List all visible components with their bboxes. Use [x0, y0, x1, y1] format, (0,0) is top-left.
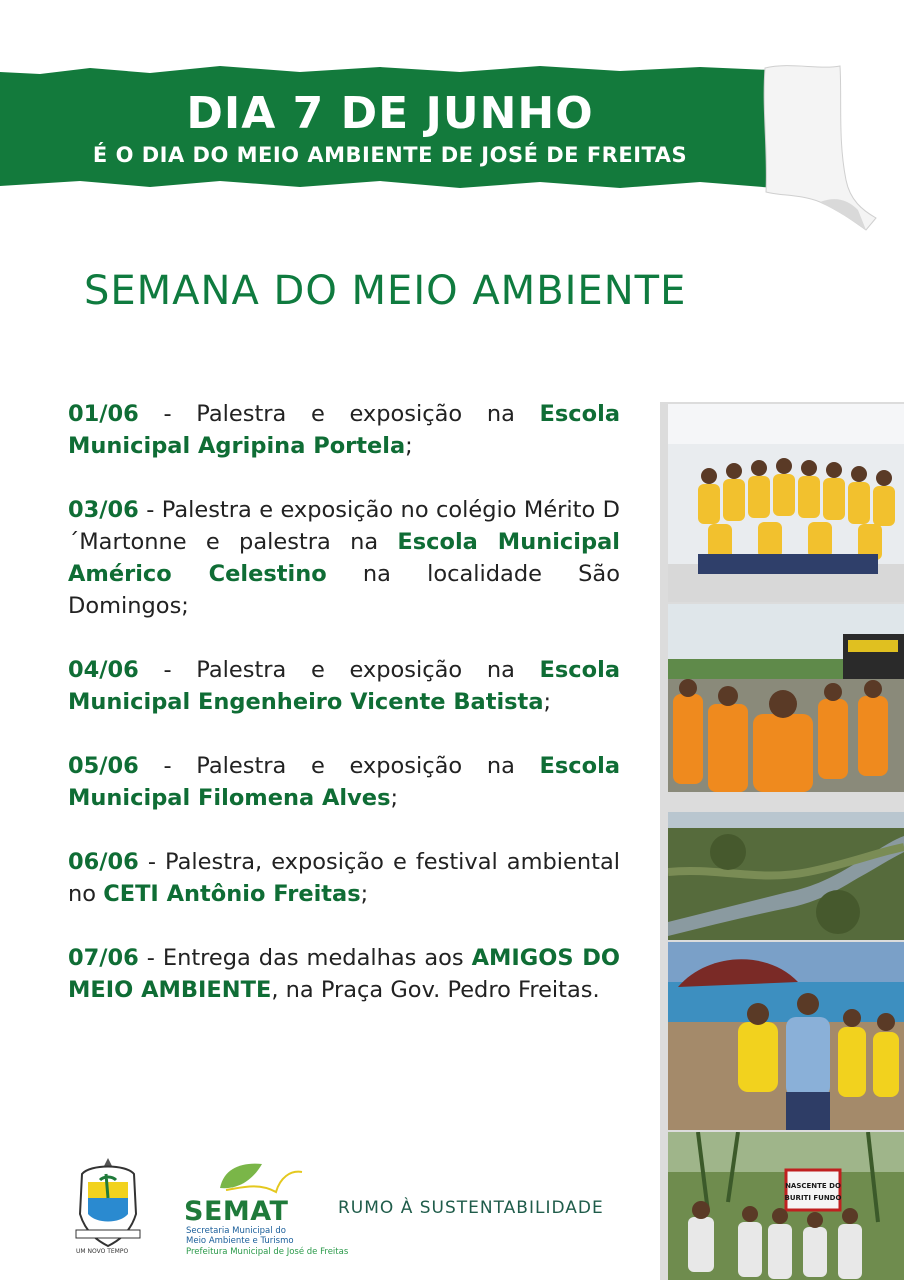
semat-logo-text: SEMAT [184, 1196, 289, 1227]
group-photo-students-bus [668, 604, 904, 792]
event-text: - Entrega das medalhas aos [138, 945, 472, 971]
event-date: 03/06 [68, 497, 139, 523]
event-date: 07/06 [68, 945, 139, 971]
semat-subtitle-line3: Prefeitura Municipal de José de Freitas [186, 1247, 349, 1257]
event-date: 04/06 [68, 657, 139, 683]
group-photo-umbrella [668, 942, 904, 1130]
event-item [68, 942, 620, 1006]
event-item [68, 846, 620, 910]
section-title: SEMANA DO MEIO AMBIENTE [84, 268, 687, 314]
semat-subtitle-line2: Meio Ambiente e Turismo [186, 1236, 294, 1246]
event-text: - Palestra e exposição na [138, 401, 540, 427]
event-text: ; [390, 785, 399, 811]
event-text: ; [543, 689, 552, 715]
aerial-photo-river [668, 812, 904, 940]
svg-text:NASCENTE DO: NASCENTE DO [785, 1182, 841, 1190]
group-photo-sign [668, 1132, 904, 1280]
event-text: ; [360, 881, 369, 907]
municipal-crest-logo [70, 1154, 146, 1254]
event-text: - Palestra e exposição no colégio Mérito D´Martonne e palestra na [68, 497, 620, 555]
event-text: na localidade São Domingos; [68, 561, 620, 619]
crest-motto: UM NOVO TEMPO [76, 1248, 129, 1255]
event-venue: AMIGOS DO MEIO AMBIENTE [68, 945, 620, 1003]
event-text: - Palestra e exposição na [138, 753, 540, 779]
event-item [68, 398, 620, 462]
event-list [68, 398, 620, 1038]
banner-title: DIA 7 DE JUNHO [186, 88, 594, 139]
event-text: - Palestra e exposição na [138, 657, 540, 683]
event-date: 06/06 [68, 849, 139, 875]
event-venue: Escola Municipal Engenheiro Vicente Batista [68, 657, 620, 715]
event-date: 01/06 [68, 401, 139, 427]
photo-column [660, 402, 904, 1280]
event-venue: Escola Municipal Américo Celestino [68, 529, 620, 587]
event-venue: Escola Municipal Filomena Alves [68, 753, 620, 811]
event-venue: Escola Municipal Agripina Portela [68, 401, 620, 459]
event-text: - Palestra, exposição e festival ambiental no [68, 849, 620, 907]
semat-subtitle-line1: Secretaria Municipal do [186, 1226, 286, 1236]
group-photo-students-classroom [668, 404, 904, 602]
event-item [68, 654, 620, 718]
event-date: 05/06 [68, 753, 139, 779]
svg-text:BURITI FUNDO: BURITI FUNDO [784, 1194, 842, 1202]
event-item [68, 750, 620, 814]
event-text: , na Praça Gov. Pedro Freitas. [271, 977, 600, 1003]
event-text: ; [405, 433, 413, 459]
event-item [68, 494, 620, 622]
footer-motto: RUMO À SUSTENTABILIDADE [338, 1198, 604, 1218]
event-venue: CETI Antônio Freitas [103, 881, 361, 907]
banner-subtitle: É O DIA DO MEIO AMBIENTE DE JOSÉ DE FREITAS [92, 143, 688, 167]
